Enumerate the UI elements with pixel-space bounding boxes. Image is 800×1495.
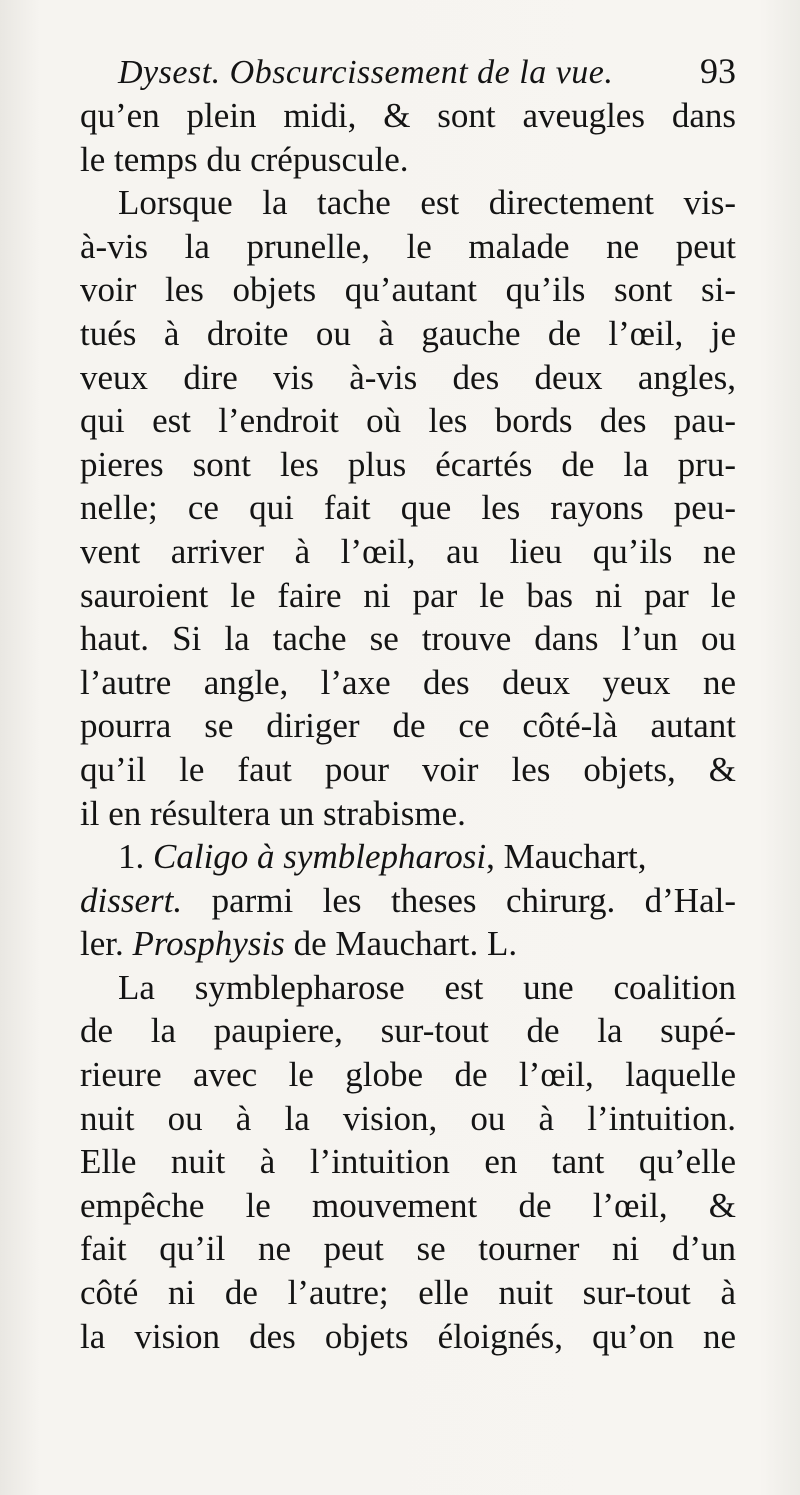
text-line: nuit ou à la vision, ou à l’intuition. [80,1098,736,1138]
entry-line-1: 1. Caligo à symblepharosi, Mauchart, [118,837,647,877]
text-line: Elle nuit à l’intuition en tant qu’elle [80,1142,736,1182]
text-line: la vision des objets éloignés, qu’on ne [80,1316,736,1356]
text-block [80,50,736,1358]
text-line: vent arriver à l’œil, au lieu qu’ils ne [80,531,736,571]
text-line: qu’il le faut pour voir les objets, & [80,749,736,789]
text-line: fait qu’il ne peut se tourner ni d’un [80,1229,736,1269]
entry-prosphysis: Prosphysis [132,924,285,964]
entry-line-3 [80,922,736,966]
text-line: voir les objets qu’autant qu’ils sont si- [80,270,736,310]
text-line: nelle; ce qui fait que les rayons peu- [80,488,736,528]
text-line: de la paupiere, sur-tout de la supé- [80,1011,736,1051]
text-line: à-vis la prunelle, le malade ne peut [80,226,736,266]
entry-number: 1. [118,837,145,877]
text-line: empêche le mouvement de l’œil, & [80,1185,736,1225]
text-line: La symblepharose est une coalition [118,967,736,1007]
paragraph-group-1 [80,94,736,835]
entry-line-3-text: de Mauchart. L. [293,924,518,964]
paragraph-group-2 [80,966,736,1358]
running-title: Dysest. Obscurcissement de la vue. [118,54,614,91]
text-line: le temps du crépuscule. [80,139,409,179]
entry-latin-name: Caligo à symblepharosi [153,837,487,877]
entry-line-2 [80,879,736,923]
page-number: 93 [700,51,736,91]
text-line: rieure avec le globe de l’œil, laquelle [80,1055,736,1095]
text-line: Lorsque la tache est directement vis- [118,183,736,223]
text-line: sauroient le faire ni par le bas ni par le [80,575,736,615]
entry-dissert: dissert. [80,880,183,920]
text-line: pieres sont les plus écartés de la pru- [80,444,736,484]
text-line: l’autre angle, l’axe des deux yeux ne [80,662,736,702]
entry-author: Mauchart, [503,837,647,877]
text-line: tués à droite ou à gauche de l’œil, je [80,313,736,353]
entry-line-2-text: parmi les theses chirurg. d’Hal- [211,880,737,920]
text-line: qui est l’endroit où les bords des pau- [80,401,736,441]
text-line: haut. Si la tache se trouve dans l’un ou [80,619,736,659]
text-line: qu’en plein midi, & sont aveugles dans [80,96,736,135]
text-line: veux dire vis à-vis des deux angles, [80,357,736,397]
running-head [118,50,736,94]
text-line: il en résultera un strabisme. [80,793,466,833]
text-line: pourra se diriger de ce côté-là autant [80,706,736,746]
text-line: côté ni de l’autre; elle nuit sur-tout à [80,1273,736,1313]
entry-line-3-start: ler. [80,924,124,964]
